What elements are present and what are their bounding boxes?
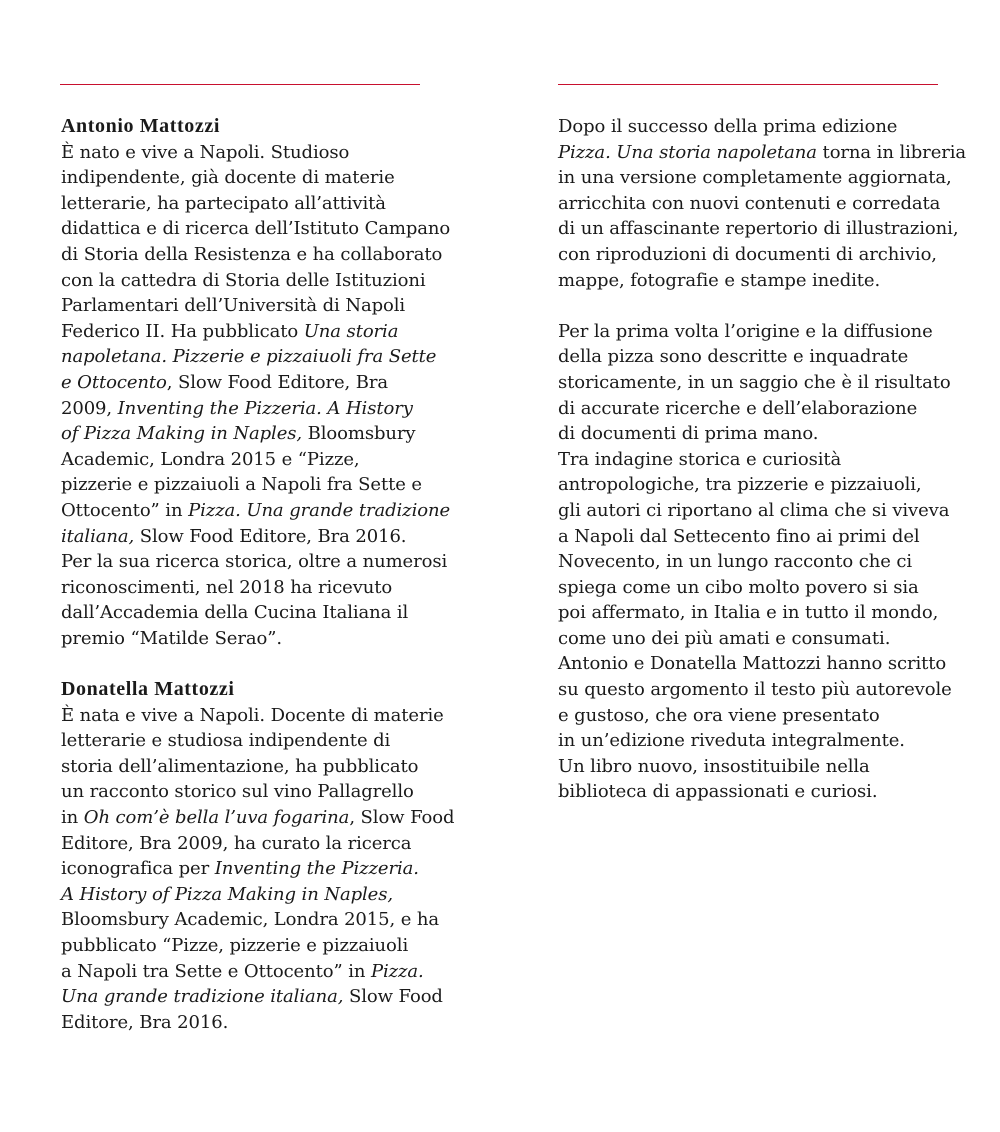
text-line: [558, 524, 978, 550]
text-run: mappe, fotografie e stampe inedite.: [558, 269, 881, 291]
text-run: riconoscimenti, nel 2018 ha ricevuto: [61, 576, 393, 598]
text-run: Novecento, in un lungo racconto che ci: [558, 551, 913, 573]
text-line: [558, 140, 978, 166]
text-line: [61, 421, 461, 447]
text-run: come uno dei più amati e consumati.: [558, 627, 891, 649]
text-line: [558, 677, 978, 703]
text-line: [61, 882, 461, 908]
text-line: [61, 165, 461, 191]
author-bio-text: [61, 140, 461, 652]
text-line: [61, 370, 461, 396]
text-line: [558, 319, 978, 345]
text-line: [61, 447, 461, 473]
text-run: Dopo il successo della prima edizione: [558, 116, 898, 137]
text-line: [61, 626, 461, 652]
text-run: indipendente, già docente di materie: [61, 167, 395, 189]
text-run: gli autori ci riportano al clima che si viveva: [558, 499, 950, 521]
text-line: [61, 216, 461, 242]
author-bios-column: [61, 114, 461, 1035]
text-line: [558, 396, 978, 422]
text-run: Antonio e Donatella Mattozzi hanno scritto: [558, 653, 947, 675]
text-line: [558, 549, 978, 575]
text-run: Editore, Bra 2016.: [61, 1011, 229, 1033]
text-run: antropologiche, tra pizzerie e pizzaiuoli,: [558, 474, 922, 496]
text-line: [61, 396, 461, 422]
text-run: Parlamentari dell’Università di Napoli: [61, 295, 406, 317]
text-line: [558, 114, 978, 140]
text-line: [61, 549, 461, 575]
left-divider-rule: [60, 84, 420, 85]
text-line: [558, 165, 978, 191]
text-run: della pizza sono descritte e inquadrate: [558, 346, 909, 368]
text-line: [558, 651, 978, 677]
text-run: , Slow Food Editore, Bra: [166, 371, 389, 393]
text-line: [61, 191, 461, 217]
italic-title-run: napoletana. Pizzerie e pizzaiuoli fra Sette: [61, 346, 437, 368]
text-run: a Napoli tra Sette e Ottocento” in: [61, 960, 371, 982]
text-line: [558, 575, 978, 601]
text-run: letterarie, ha partecipato all’attività: [61, 192, 386, 214]
italic-title-run: Oh com’è bella l’uva fogarina: [83, 807, 350, 829]
text-line: [61, 984, 461, 1010]
author-bio-antonio: [61, 114, 461, 651]
text-run: di Storia della Resistenza e ha collaborato: [61, 243, 443, 265]
text-line: [558, 472, 978, 498]
text-run: poi affermato, in Italia e in tutto il mondo,: [558, 602, 939, 624]
text-run: È nato e vive a Napoli. Studioso: [61, 141, 350, 163]
text-run: Bloomsbury: [302, 423, 416, 445]
text-line: [61, 575, 461, 601]
text-run: Per la sua ricerca storica, oltre a numerosi: [61, 551, 448, 573]
text-run: di documenti di prima mano.: [558, 423, 819, 445]
italic-title-run: italiana,: [61, 525, 135, 547]
italic-title-run: Una grande tradizione italiana,: [61, 986, 344, 1008]
text-line: [61, 524, 461, 550]
text-run: biblioteca di appassionati e curiosi.: [558, 781, 878, 803]
text-line: [61, 907, 461, 933]
text-run: torna in libreria: [816, 141, 967, 163]
italic-title-run: Inventing the Pizzeria.: [214, 858, 419, 880]
description-paragraph-1: [558, 114, 978, 293]
text-line: [61, 600, 461, 626]
text-run: Tra indagine storica e curiosità: [558, 448, 842, 470]
text-run: a Napoli dal Settecento fino ai primi del: [558, 525, 920, 547]
text-line: [558, 242, 978, 268]
text-line: [558, 498, 978, 524]
text-run: Editore, Bra 2009, ha curato la ricerca: [61, 832, 412, 854]
text-run: in: [61, 807, 84, 829]
text-run: con riproduzioni di documenti di archivio,: [558, 243, 937, 265]
text-run: di un affascinante repertorio di illustrazioni,: [558, 218, 959, 240]
text-run: Un libro nuovo, insostituibile nella: [558, 755, 870, 777]
text-line: [61, 728, 461, 754]
text-line: [558, 626, 978, 652]
text-line: [558, 703, 978, 729]
text-line: [558, 216, 978, 242]
italic-title-run: Pizza. Una grande tradizione: [188, 499, 451, 521]
text-run: iconografica per: [61, 858, 215, 880]
text-run: Slow Food Editore, Bra 2016.: [134, 525, 407, 547]
text-line: [61, 498, 461, 524]
text-line: [61, 933, 461, 959]
text-line: [61, 293, 461, 319]
text-run: di accurate ricerche e dell’elaborazione: [558, 397, 918, 419]
text-run: su questo argomento il testo più autorevole: [558, 679, 952, 701]
text-run: letterarie e studiosa indipendente di: [61, 730, 391, 752]
text-line: [61, 140, 461, 166]
text-line: [558, 447, 978, 473]
text-run: Slow Food: [343, 986, 443, 1008]
italic-title-run: A History of Pizza Making in Naples,: [61, 883, 393, 905]
text-line: [61, 268, 461, 294]
text-line: [61, 805, 461, 831]
text-line: [558, 779, 978, 805]
text-run: pizzerie e pizzaiuoli a Napoli fra Sette e: [61, 474, 422, 496]
text-run: con la cattedra di Storia delle Istituzioni: [61, 269, 426, 291]
right-divider-rule: [558, 84, 938, 85]
text-run: , Slow Food: [349, 807, 455, 829]
italic-title-run: Inventing the Pizzeria. A History: [117, 397, 413, 419]
author-name: Donatella Mattozzi: [61, 678, 235, 701]
text-run: e gustoso, che ora viene presentato: [558, 704, 880, 726]
text-line: [61, 754, 461, 780]
italic-title-run: Una storia: [303, 320, 399, 342]
text-line: [61, 242, 461, 268]
paragraph-gap: [61, 651, 461, 677]
text-run: premio “Matilde Serao”.: [61, 627, 282, 649]
text-line: [558, 600, 978, 626]
text-line: [61, 779, 461, 805]
text-line: [61, 703, 461, 729]
text-run: un racconto storico sul vino Pallagrello: [61, 781, 414, 803]
text-run: arricchita con nuovi contenuti e corredata: [558, 192, 941, 214]
text-run: storicamente, in un saggio che è il risultato: [558, 371, 951, 393]
text-line: [558, 344, 978, 370]
text-run: Academic, Londra 2015 e “Pizze,: [61, 448, 360, 470]
italic-title-run: e Ottocento: [61, 371, 167, 393]
text-line: [558, 421, 978, 447]
text-run: Ottocento” in: [61, 499, 189, 521]
description-paragraph-2: [558, 319, 978, 805]
text-run: È nata e vive a Napoli. Docente di materie: [61, 704, 444, 726]
text-run: Per la prima volta l’origine e la diffusione: [558, 320, 933, 342]
text-run: spiega come un cibo molto povero si sia: [558, 576, 919, 598]
text-line: [61, 1010, 461, 1036]
text-run: in un’edizione riveduta integralmente.: [558, 730, 905, 752]
text-run: dall’Accademia della Cucina Italiana il: [61, 602, 409, 624]
author-bio-donatella: [61, 677, 461, 1035]
paragraph-gap: [558, 293, 978, 319]
text-line: [61, 856, 461, 882]
text-run: didattica e di ricerca dell’Istituto Campano: [61, 218, 451, 240]
text-run: Federico II. Ha pubblicato: [61, 320, 304, 342]
italic-title-run: Pizza. Una storia napoletana: [558, 141, 817, 163]
text-run: 2009,: [61, 397, 118, 419]
text-line: [61, 472, 461, 498]
author-name: Antonio Mattozzi: [61, 115, 221, 137]
text-run: Bloomsbury Academic, Londra 2015, e ha: [61, 909, 440, 931]
text-line: [61, 319, 461, 345]
author-bio-text: [61, 703, 461, 1036]
text-line: [558, 268, 978, 294]
text-line: [61, 959, 461, 985]
text-run: pubblicato “Pizze, pizzerie e pizzaiuoli: [61, 935, 409, 956]
text-line: [558, 191, 978, 217]
text-run: storia dell’alimentazione, ha pubblicato: [61, 755, 419, 777]
text-line: [61, 831, 461, 857]
text-run: in una versione completamente aggiornata,: [558, 167, 952, 189]
text-line: [558, 370, 978, 396]
text-line: [558, 754, 978, 780]
italic-title-run: of Pizza Making in Naples,: [61, 423, 303, 445]
italic-title-run: Pizza.: [370, 960, 424, 982]
text-line: [61, 344, 461, 370]
text-line: [558, 728, 978, 754]
book-description-column: [558, 114, 978, 805]
